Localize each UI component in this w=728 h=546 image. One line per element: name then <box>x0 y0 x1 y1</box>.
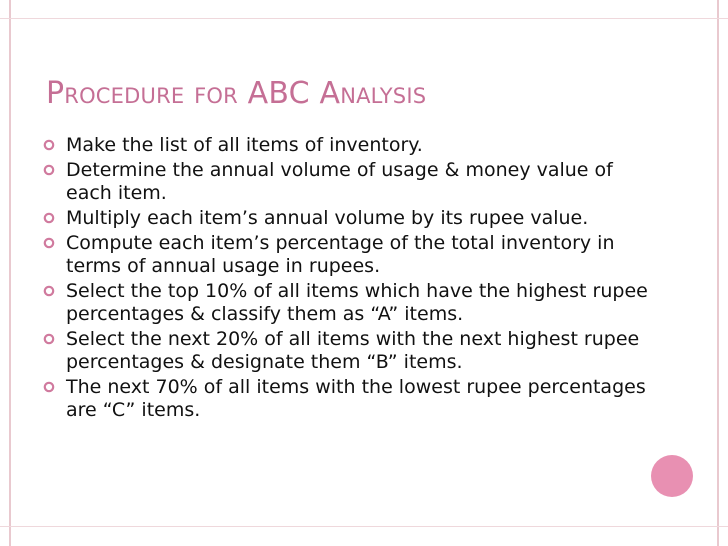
bullet-text: Select the next 20% of all items with the next highest rupee percentages & designate them “B” items. <box>66 328 640 373</box>
frame-left-line <box>9 0 11 546</box>
frame-right-line <box>717 0 719 546</box>
circle-bullet-icon <box>43 333 55 345</box>
circle-bullet-icon <box>43 237 55 249</box>
bullet-text: Select the top 10% of all items which have the highest rupee percentages & classify them as “A” items. <box>66 280 648 325</box>
bullet-list <box>42 134 662 424</box>
frame-top-line <box>0 18 728 19</box>
circle-bullet-icon <box>43 212 55 224</box>
circle-bullet-icon <box>43 139 55 151</box>
bullet-item <box>42 376 662 422</box>
slide-title: Procedure for ABC Analysis <box>46 76 427 111</box>
circle-bullet-icon <box>43 285 55 297</box>
bullet-text: Make the list of all items of inventory. <box>66 134 423 156</box>
frame-bottom-line <box>0 526 728 527</box>
circle-bullet-icon <box>43 381 55 393</box>
circle-bullet-icon <box>43 164 55 176</box>
bullet-item <box>42 207 662 230</box>
bullet-text: Compute each item’s percentage of the total inventory in terms of annual usage in rupees. <box>66 232 615 277</box>
bullet-item <box>42 232 662 278</box>
bullet-text: Multiply each item’s annual volume by its rupee value. <box>66 207 589 229</box>
decorative-circle <box>651 455 693 497</box>
bullet-item <box>42 134 662 157</box>
bullet-text: The next 70% of all items with the lowest rupee percentages are “C” items. <box>66 376 646 421</box>
bullet-item <box>42 280 662 326</box>
bullet-item <box>42 328 662 374</box>
bullet-item <box>42 159 662 205</box>
bullet-text: Determine the annual volume of usage & money value of each item. <box>66 159 613 204</box>
